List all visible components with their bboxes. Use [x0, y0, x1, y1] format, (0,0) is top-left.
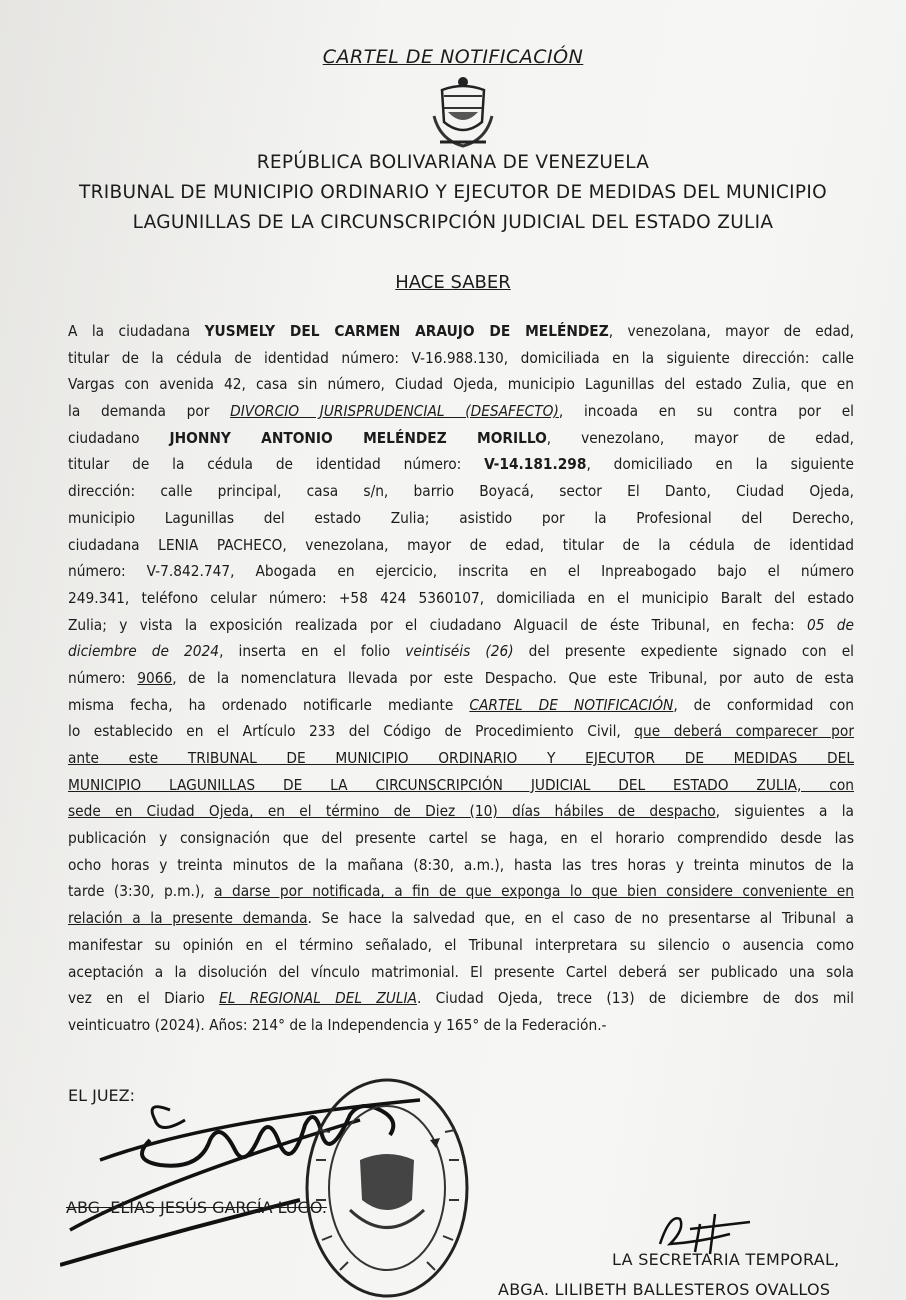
body-text-segment: veinticuatro (2024). Años: 214° de la Independencia y 165° de la Federación.- [68, 1015, 607, 1034]
body-text-segment: MUNICIPIO LAGUNILLAS DE LA CIRCUNSCRIPCIÓN JUDICIAL DEL ESTADO ZULIA, con [68, 775, 854, 794]
body-text-segment: que deberá comparecer por [634, 722, 854, 741]
body-text-segment: número: [68, 668, 138, 687]
court-seal-icon [300, 1070, 475, 1300]
body-line [68, 878, 854, 905]
body-line [68, 932, 854, 959]
body-text-segment: ocho horas y treinta minutos de la mañana (8:30, a.m.), hasta las tres horas y treinta minutos de la [68, 855, 854, 874]
secretary-label: LA SECRETARIA TEMPORAL, [612, 1250, 840, 1269]
body-text-segment: número: V-7.842.747, Abogada en ejercicio, inscrita en el Inpreabogado bajo el número [68, 562, 854, 581]
body-line [68, 558, 854, 585]
body-text-segment: A la ciudadana [68, 322, 205, 340]
body-line [68, 959, 854, 986]
body-text-segment: 249.341, teléfono celular número: +58 424 5360107, domiciliada en el municipio Baralt del estado [68, 588, 854, 607]
header-republic: REPÚBLICA BOLIVARIANA DE VENEZUELA [256, 152, 650, 173]
document-title: CARTEL DE NOTIFICACIÓN [322, 46, 584, 68]
body-text-segment: 05 de [806, 615, 854, 634]
body-line [68, 638, 854, 665]
body-line [68, 585, 854, 612]
body-line [68, 798, 854, 825]
body-text-segment: Zulia; y vista la exposición realizada por el ciudadano Alguacil de éste Tribunal, en fecha: [68, 615, 807, 634]
body-text-segment: . Ciudad Ojeda, trece (13) de diciembre de dos mil [416, 989, 854, 1008]
body-line [68, 745, 854, 772]
coat-of-arms-icon [430, 72, 496, 150]
body-text-segment: titular de la cédula de identidad número: V-16.988.130, domiciliada en la siguiente dirección: calle [68, 348, 854, 367]
body-text-segment: dirección: calle principal, casa s/n, barrio Boyacá, sector El Danto, Ciudad Ojeda, [68, 482, 854, 501]
body-line [68, 825, 854, 852]
body-line [68, 451, 854, 478]
body-line [68, 718, 854, 745]
body-text-segment: vez en el Diario [68, 989, 220, 1008]
body-text-segment: ciudadana LENIA PACHECO, venezolana, mayor de edad, titular de la cédula de identidad [68, 535, 854, 554]
body-text-segment: , siguientes a la [715, 802, 854, 821]
body-line [68, 692, 854, 719]
body-text-segment: manifestar su opinión en el término señalado, el Tribunal interpretara su silencio o ausencia como [68, 935, 854, 954]
body-text-segment: 9066 [137, 668, 173, 687]
body-line [68, 371, 854, 398]
judge-name: ABG. ELÍAS JESÚS GARCÍA LUGO. [66, 1198, 327, 1217]
body-text-segment: EL REGIONAL DEL ZULIA [219, 989, 417, 1008]
body-text-segment: , domiciliado en la siguiente [586, 455, 854, 474]
body-text-segment: , venezolano, mayor de edad, [546, 428, 854, 447]
body-line [68, 1012, 854, 1039]
body-text-segment: la demanda por [68, 402, 231, 421]
body-line [68, 612, 854, 639]
body-line [68, 318, 854, 345]
body-text-segment: aceptación a la disolución del vínculo matrimonial. El presente Cartel deberá ser publicado una sola [68, 962, 854, 981]
header-tribunal: TRIBUNAL DE MUNICIPIO ORDINARIO Y EJECUTOR DE MEDIDAS DEL MUNICIPIO [79, 182, 827, 203]
body-text-segment: municipio Lagunillas del estado Zulia; asistido por la Profesional del Derecho, [68, 508, 854, 527]
body-line [68, 905, 854, 932]
body-line [68, 665, 854, 692]
body-text-segment: titular de la cédula de identidad número: [68, 455, 485, 474]
body-text-segment: diciembre de 2024 [68, 642, 220, 661]
body-text-segment: veintiséis (26) [405, 642, 514, 661]
body-text-segment: sede en Ciudad Ojeda, en el término de Diez (10) días hábiles de despacho [68, 802, 716, 821]
body-line [68, 532, 854, 559]
header-circunscripcion: LAGUNILLAS DE LA CIRCUNSCRIPCIÓN JUDICIAL DEL ESTADO ZULIA [132, 212, 774, 233]
secretary-name: ABGA. LILIBETH BALLESTEROS OVALLOS [498, 1280, 831, 1299]
body-text-segment: tarde (3:30, p.m.), [68, 882, 215, 901]
body-text-segment: DIVORCIO JURISPRUDENCIAL (DESAFECTO) [230, 402, 559, 421]
body-line [68, 425, 854, 452]
judge-label: EL JUEZ: [68, 1086, 135, 1105]
body-line [68, 985, 854, 1012]
body-text-segment: relación a la presente demanda [68, 909, 308, 928]
body-text-segment: . Se hace la salvedad que, en el caso de no presentarse al Tribunal a [307, 909, 854, 928]
body-text-segment: JHONNY ANTONIO MELÉNDEZ MORILLO [169, 428, 547, 447]
body-text-segment: ante este TRIBUNAL DE MUNICIPIO ORDINARIO Y EJECUTOR DE MEDIDAS DEL [68, 749, 854, 767]
body-line [68, 478, 854, 505]
body-text-segment: , de la nomenclatura llevada por este Despacho. Que este Tribunal, por auto de esta [172, 668, 854, 687]
body-text-segment: del presente expediente signado con el [513, 642, 854, 661]
body-line [68, 505, 854, 532]
body-text-segment: lo establecido en el Artículo 233 del Código de Procedimiento Civil, [68, 722, 635, 741]
body-text-segment: , incoada en su contra por el [558, 402, 854, 421]
body-text-segment: misma fecha, ha ordenado notificarle mediante [68, 695, 470, 714]
body-text-segment: V-14.181.298 [484, 455, 587, 474]
body-text-segment: a darse por notificada, a fin de que exponga lo que bien considere conveniente en [214, 882, 854, 901]
body-text-segment: YUSMELY DEL CARMEN ARAUJO DE MELÉNDEZ [204, 322, 609, 340]
body-text-segment: , venezolana, mayor de edad, [608, 322, 854, 340]
notification-body [68, 318, 854, 1039]
body-text-segment: Vargas con avenida 42, casa sin número, Ciudad Ojeda, municipio Lagunillas del estado Zulia, que en [68, 375, 854, 394]
body-text-segment: ciudadano [68, 428, 170, 447]
body-text-segment: , de conformidad con [673, 695, 854, 714]
body-line [68, 772, 854, 799]
body-text-segment: publicación y consignación que del presente cartel se haga, en el horario comprendido desde las [68, 829, 854, 848]
body-text-segment: CARTEL DE NOTIFICACIÓN [469, 695, 674, 714]
hace-saber-heading: HACE SABER [395, 272, 511, 293]
body-line [68, 345, 854, 372]
body-text-segment: , inserta en el folio [219, 642, 406, 661]
body-line [68, 398, 854, 425]
body-line [68, 852, 854, 879]
